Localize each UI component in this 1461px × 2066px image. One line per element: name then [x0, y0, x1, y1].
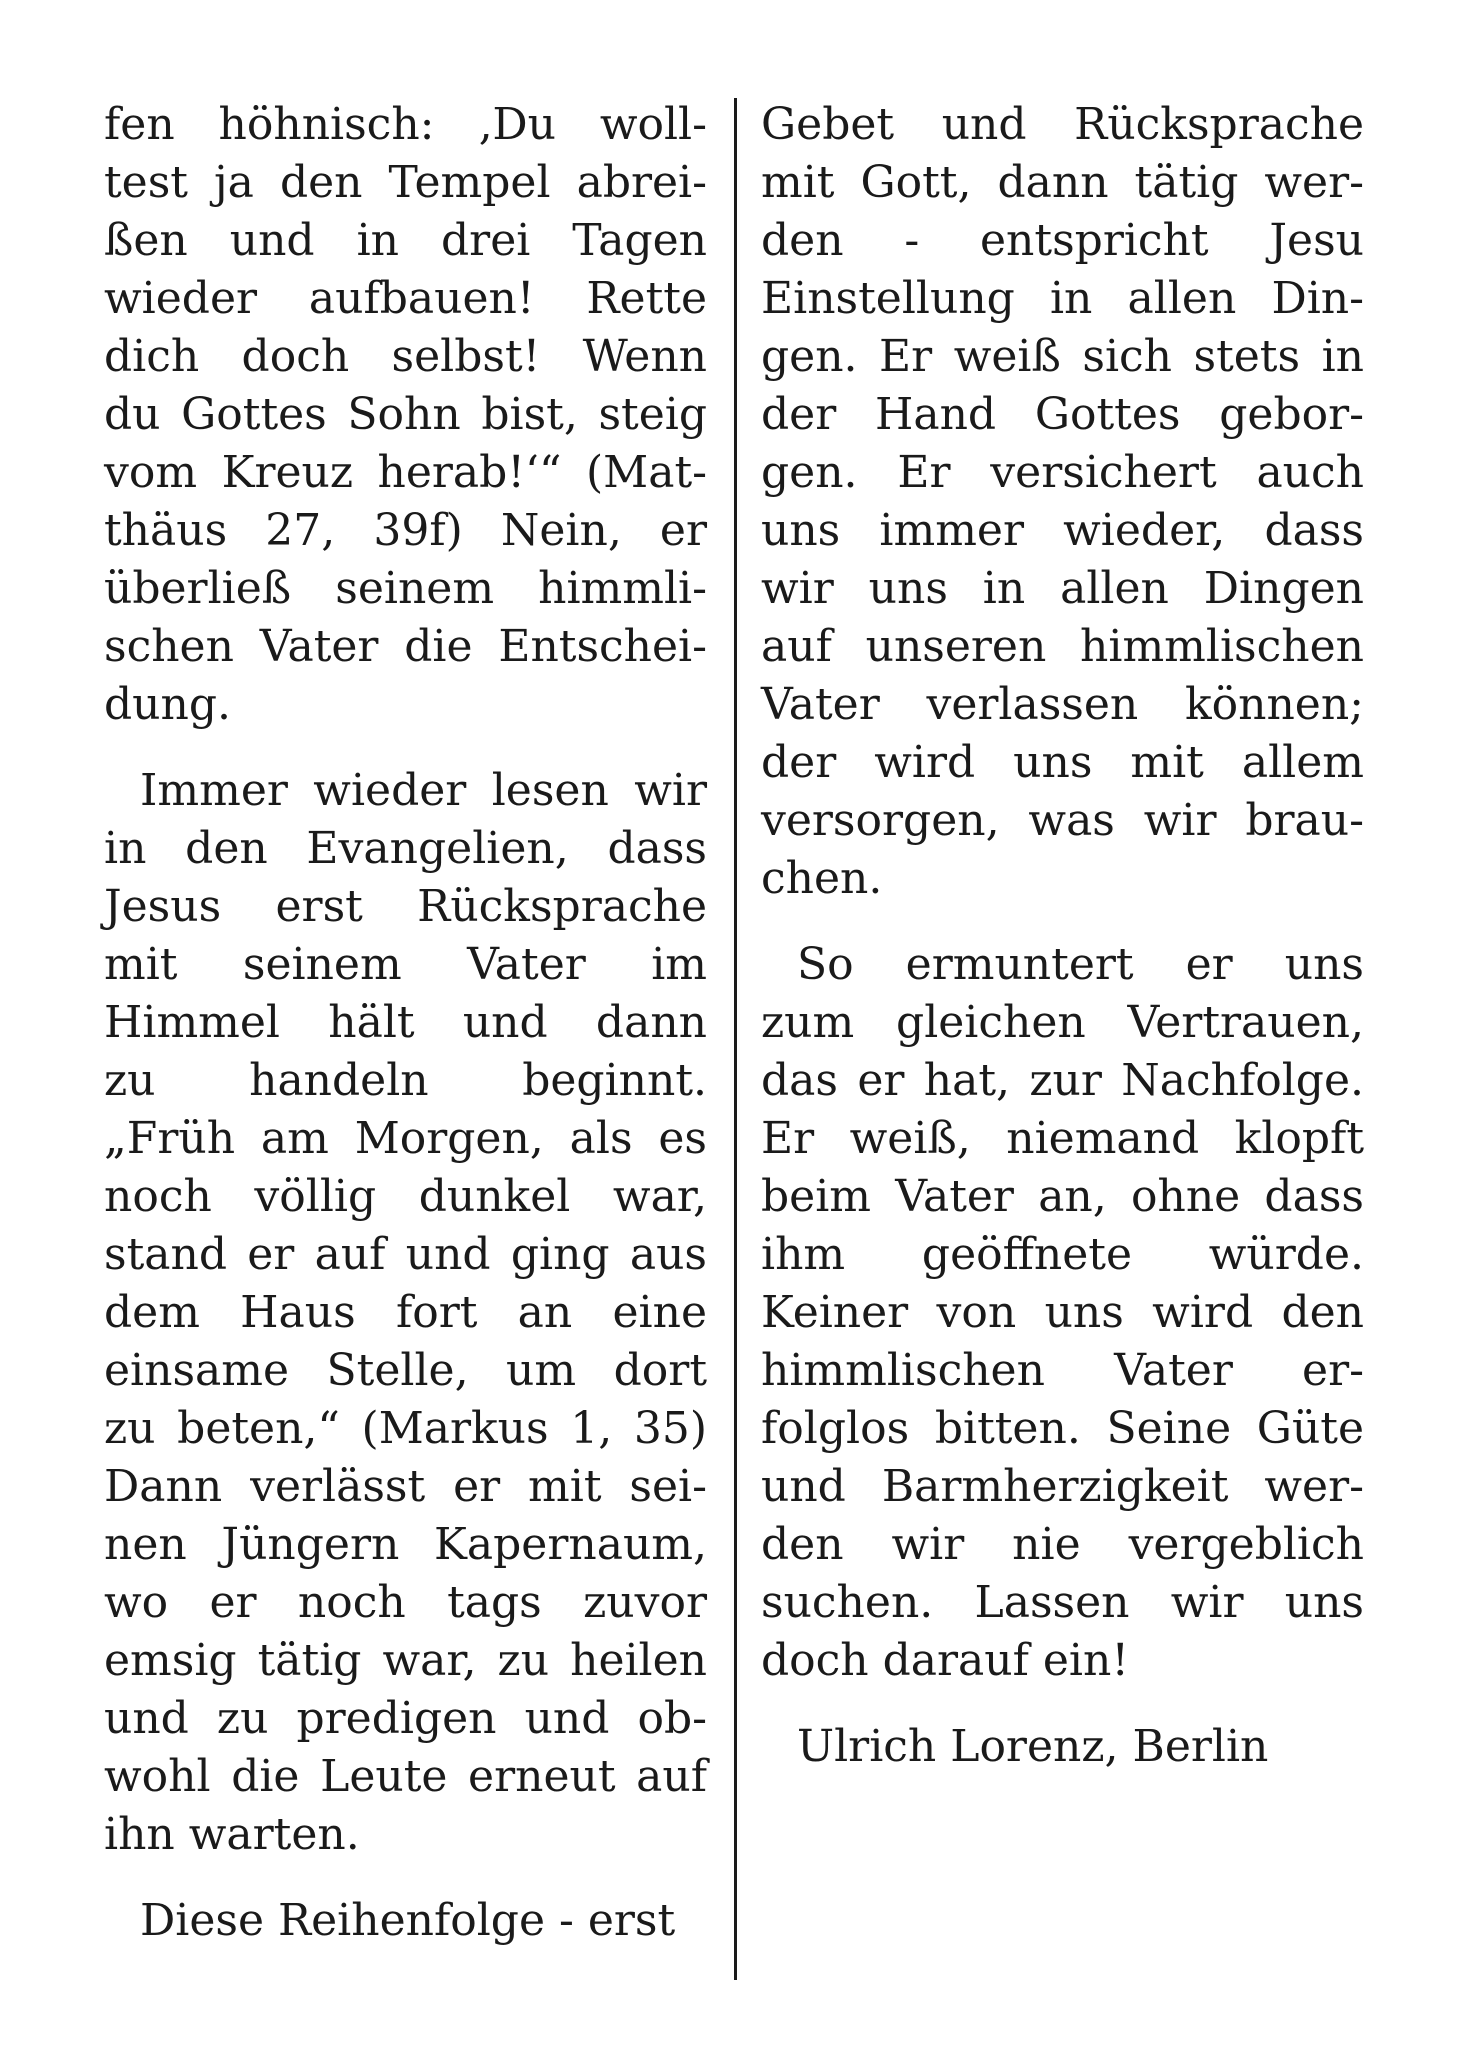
text-line: stand er auf und ging aus	[104, 1229, 707, 1280]
text-line: himmlischen Vater er-	[761, 1345, 1364, 1396]
text-line: überließ seinem himmli-	[104, 563, 707, 614]
paragraph-spacer	[761, 908, 1364, 936]
text-line: uns immer wieder, dass	[761, 505, 1364, 556]
text-line: der Hand Gottes gebor-	[761, 389, 1364, 440]
text-line: suchen. Lassen wir uns	[761, 1577, 1364, 1628]
text-line: mit Gott, dann tätig wer-	[761, 157, 1364, 208]
text-line: Jesus erst Rücksprache	[104, 881, 707, 932]
text-line: Er weiß, niemand klopft	[761, 1113, 1364, 1164]
text-line: wir uns in allen Dingen	[761, 563, 1364, 614]
left-text-column	[104, 96, 707, 1950]
text-line: nen Jüngern Kapernaum,	[104, 1519, 707, 1570]
text-line: ihm geöffnete würde.	[761, 1229, 1364, 1280]
text-line: zum gleichen Vertrauen,	[761, 997, 1364, 1048]
text-line: thäus 27, 39f) Nein, er	[104, 505, 707, 556]
text-line: das er hat, zur Nachfolge.	[761, 1055, 1364, 1106]
text-line: den wir nie vergeblich	[761, 1519, 1364, 1570]
author-line: Ulrich Lorenz, Berlin	[797, 1721, 1269, 1772]
author-signature	[761, 1718, 1364, 1776]
text-line: Gebet und Rücksprache	[761, 99, 1364, 150]
text-line: und Barmherzigkeit wer-	[761, 1461, 1364, 1512]
text-line: Immer wieder lesen wir	[140, 765, 707, 816]
text-line: „Früh am Morgen, als es	[104, 1113, 707, 1164]
text-line: Einstellung in allen Din-	[761, 273, 1364, 324]
text-line: zu beten,“ (Markus 1, 35)	[104, 1403, 707, 1454]
paragraph-spacer	[761, 1690, 1364, 1718]
paragraph	[104, 96, 707, 734]
text-line: mit seinem Vater im	[104, 939, 707, 990]
text-line: wieder aufbauen! Rette	[104, 273, 707, 324]
text-line: chen.	[761, 853, 883, 904]
paragraph	[761, 936, 1364, 1690]
text-line: auf unseren himmlischen	[761, 621, 1364, 672]
text-line: doch darauf ein!	[761, 1635, 1130, 1686]
text-line: du Gottes Sohn bist, steig	[104, 389, 707, 440]
text-line: emsig tätig war, zu heilen	[104, 1635, 707, 1686]
text-line: dung.	[104, 679, 231, 730]
text-line: fen höhnisch: ‚Du woll-	[104, 99, 707, 150]
text-line: der wird uns mit allem	[761, 737, 1364, 788]
text-line: dich doch selbst! Wenn	[104, 331, 707, 382]
text-line: schen Vater die Entschei-	[104, 621, 707, 672]
text-line: ßen und in drei Tagen	[104, 215, 707, 266]
paragraph	[104, 762, 707, 1864]
text-line: gen. Er weiß sich stets in	[761, 331, 1364, 382]
text-line: gen. Er versichert auch	[761, 447, 1364, 498]
text-line: test ja den Tempel abrei-	[104, 157, 707, 208]
text-line: Dann verlässt er mit sei-	[104, 1461, 707, 1512]
text-line: dem Haus fort an eine	[104, 1287, 707, 1338]
text-line: noch völlig dunkel war,	[104, 1171, 707, 1222]
text-line: Keiner von uns wird den	[761, 1287, 1364, 1338]
text-line: versorgen, was wir brau-	[761, 795, 1364, 846]
right-text-column	[761, 96, 1364, 1776]
text-line: ihn warten.	[104, 1809, 360, 1860]
paragraph-spacer	[104, 734, 707, 762]
text-line: Vater verlassen können;	[761, 679, 1364, 730]
paragraph	[104, 1892, 707, 1950]
text-line: zu handeln beginnt.	[104, 1055, 707, 1106]
text-line: wohl die Leute erneut auf	[104, 1751, 707, 1802]
text-line: und zu predigen und ob-	[104, 1693, 707, 1744]
text-line: Himmel hält und dann	[104, 997, 707, 1048]
text-line: wo er noch tags zuvor	[104, 1577, 707, 1628]
text-line: in den Evangelien, dass	[104, 823, 707, 874]
text-line: einsame Stelle, um dort	[104, 1345, 707, 1396]
text-line: beim Vater an, ohne dass	[761, 1171, 1364, 1222]
text-line: Diese Reihenfolge - erst	[140, 1895, 676, 1946]
text-line: So ermuntert er uns	[797, 939, 1364, 990]
paragraph	[761, 96, 1364, 908]
paragraph-spacer	[104, 1864, 707, 1892]
text-line: folglos bitten. Seine Güte	[761, 1403, 1364, 1454]
text-line: den - entspricht Jesu	[761, 215, 1364, 266]
column-divider-rule	[734, 98, 737, 1980]
text-line: vom Kreuz herab!‘“ (Mat-	[104, 447, 707, 498]
